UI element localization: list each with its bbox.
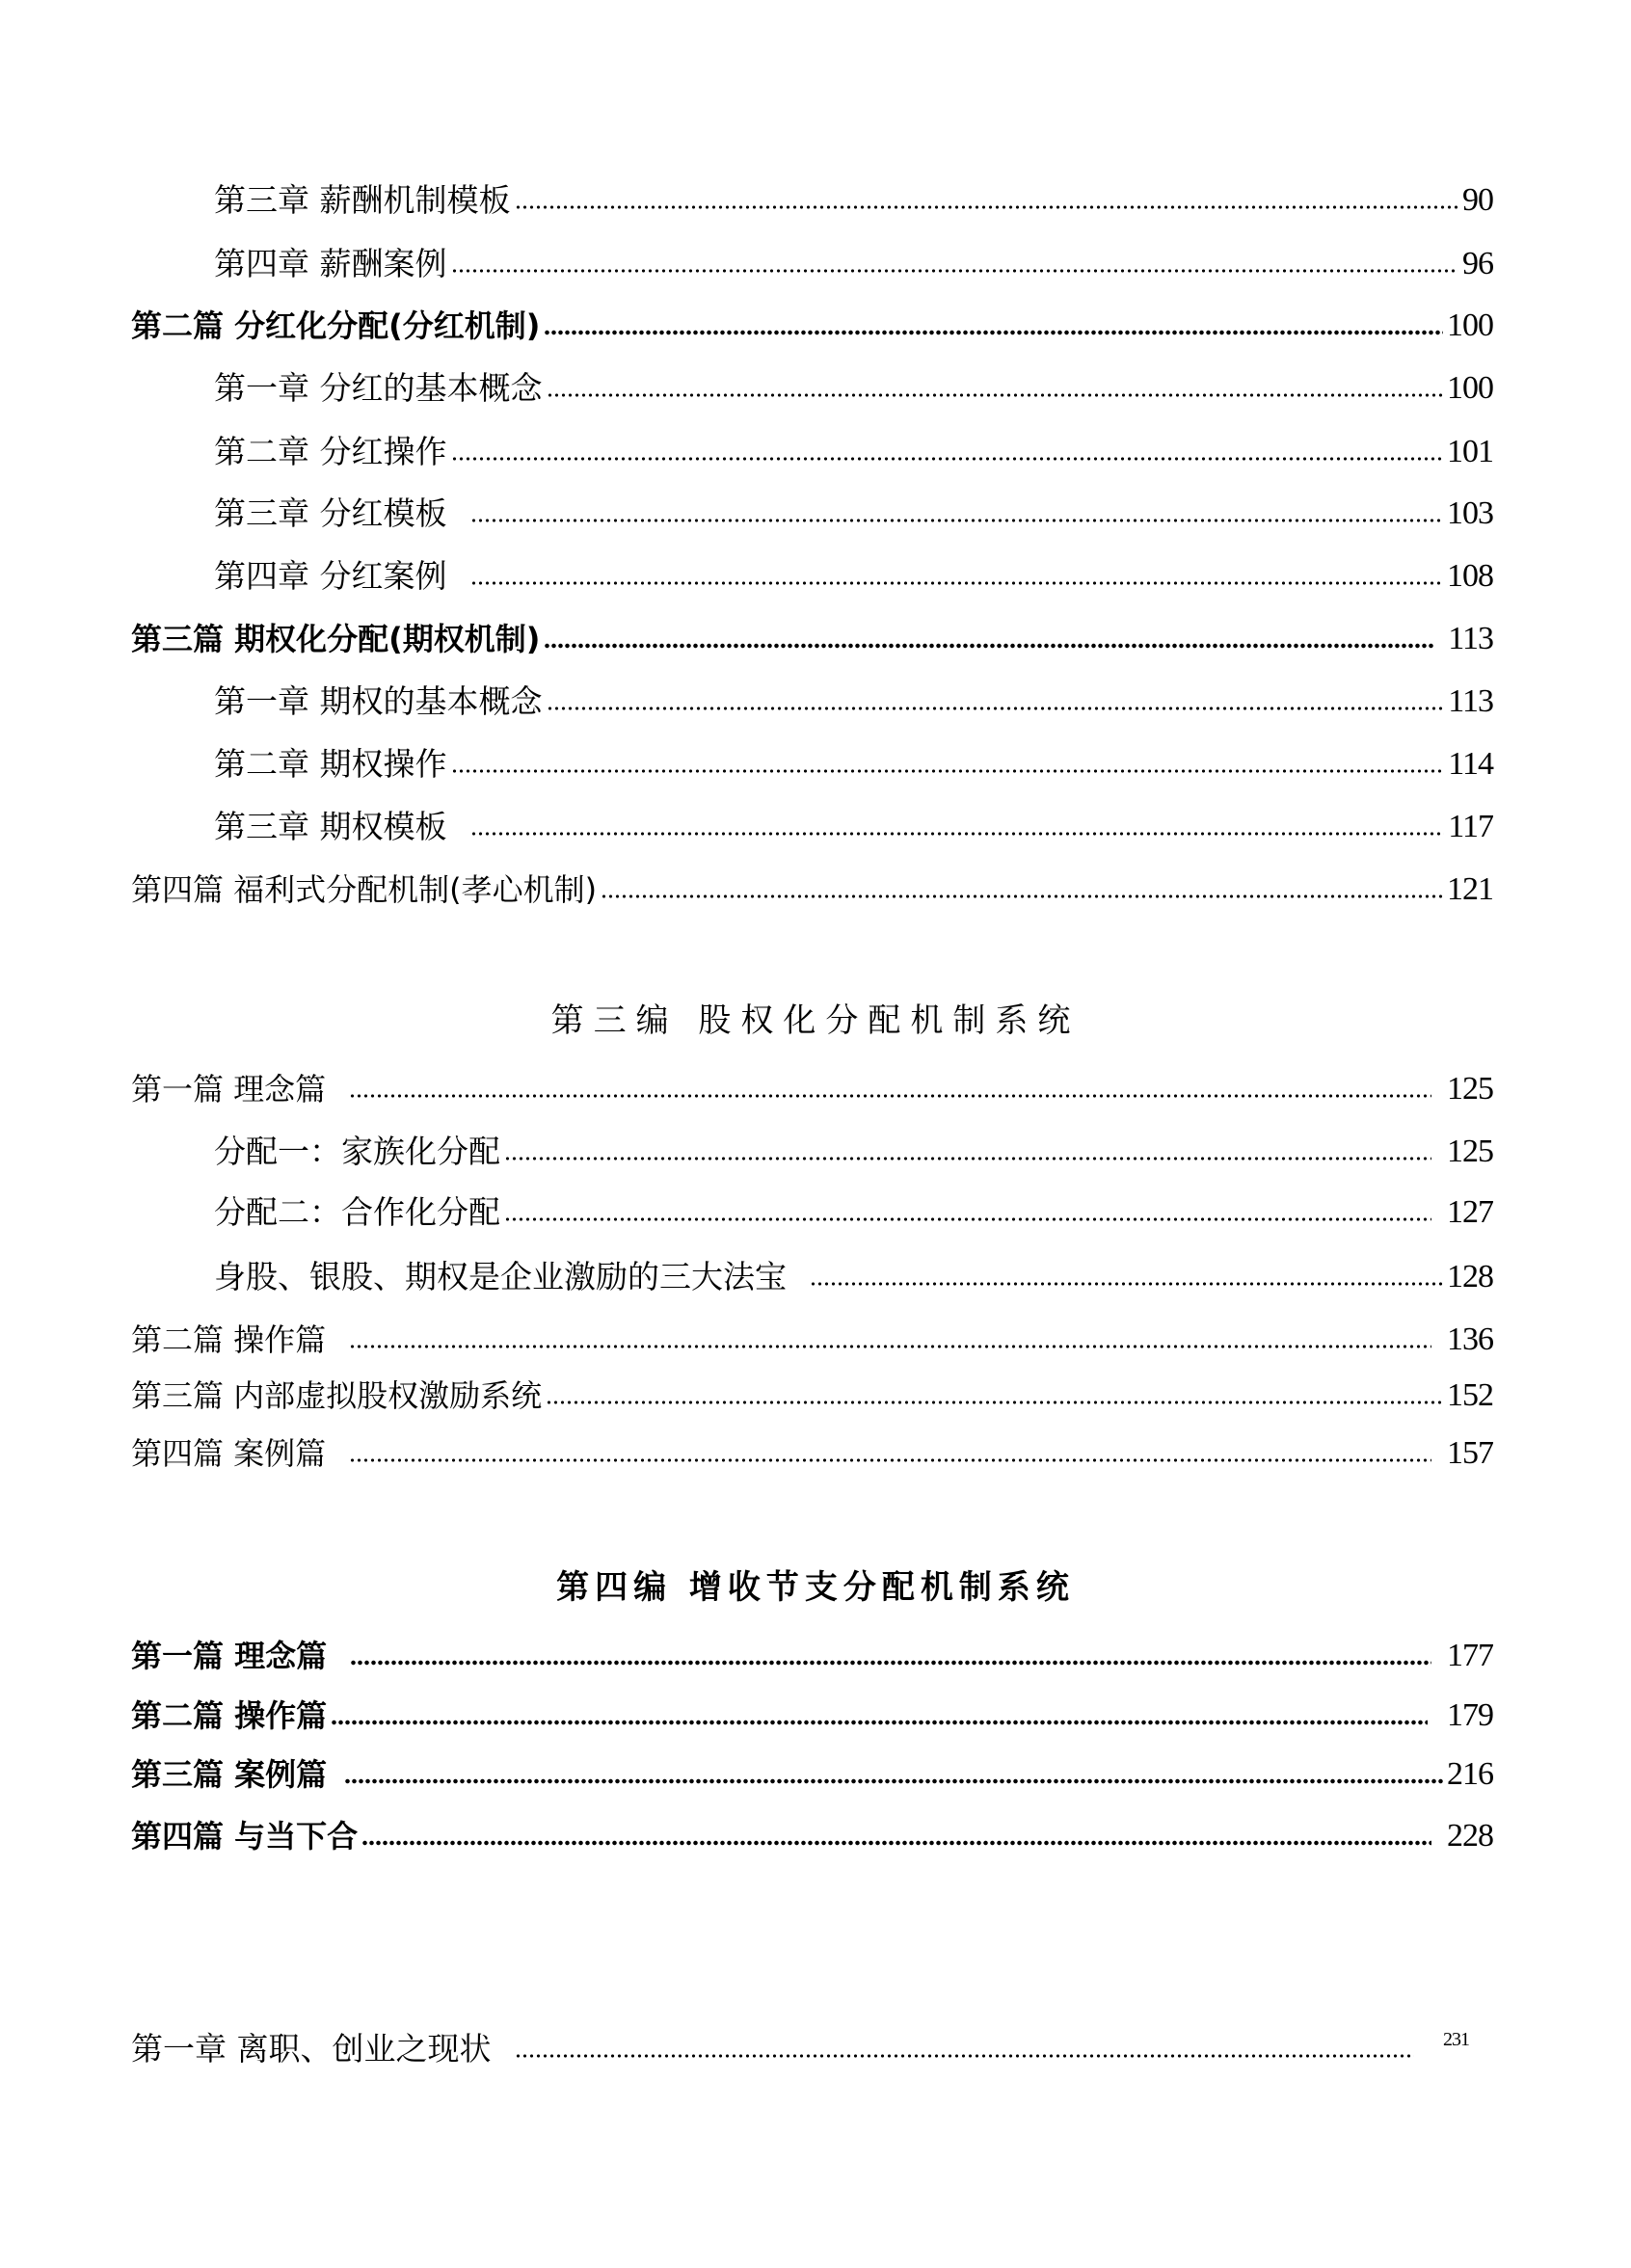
dot-leader — [601, 892, 1443, 901]
toc-entry — [0, 675, 1631, 723]
toc-entry-page: 113 — [1448, 683, 1493, 719]
toc-entry-label: 第一章 离职、创业之现状 — [131, 2030, 492, 2068]
toc-entry-label: 第二章 期权操作 — [214, 745, 447, 783]
toc-section-entry — [0, 1062, 1631, 1110]
toc-section-entry — [0, 1748, 1631, 1796]
dot-leader — [349, 1342, 1431, 1351]
dot-leader — [515, 2051, 1415, 2061]
toc-entry-page: 114 — [1448, 746, 1493, 782]
dot-leader — [515, 202, 1459, 212]
toc-section-entry — [0, 1427, 1631, 1475]
toc-entry — [0, 1125, 1631, 1173]
toc-entry — [0, 1186, 1631, 1234]
toc-entry-page: 108 — [1447, 558, 1493, 594]
toc-entry-page: 157 — [1447, 1435, 1493, 1471]
toc-entry-label: 第二篇 分红化分配(分红机制) — [131, 307, 541, 344]
toc-entry-label: 第三章 期权模板 — [214, 808, 447, 845]
toc-entry — [0, 487, 1631, 535]
toc-entry-label: 第二篇 操作篇 — [131, 1697, 328, 1734]
toc-entry-page: 103 — [1447, 495, 1493, 531]
dot-leader — [547, 390, 1444, 400]
dot-leader — [546, 1398, 1443, 1407]
toc-section-entry — [0, 612, 1631, 660]
dot-leader — [331, 1718, 1428, 1727]
dot-leader — [504, 1154, 1431, 1163]
toc-entry-label: 第二篇 操作篇 — [131, 1321, 327, 1358]
dot-leader — [451, 766, 1445, 776]
toc-entry-page: 177 — [1447, 1638, 1493, 1673]
toc-entry — [0, 800, 1631, 848]
toc-entry-label: 第三篇 案例篇 — [131, 1756, 328, 1793]
dot-leader — [350, 1658, 1431, 1668]
toc-entry-page: 121 — [1447, 871, 1493, 907]
toc-section-entry — [0, 1313, 1631, 1361]
toc-entry-label: 第二章 分红操作 — [214, 433, 447, 470]
dot-leader — [344, 1776, 1443, 1786]
toc-entry-page: 101 — [1447, 434, 1493, 469]
toc-entry — [0, 1250, 1631, 1298]
toc-entry-page: 100 — [1447, 307, 1493, 343]
toc-section-entry — [0, 299, 1631, 347]
toc-section-entry — [0, 1369, 1631, 1417]
toc-entry-page: 216 — [1447, 1756, 1493, 1792]
toc-entry-page: 125 — [1447, 1071, 1493, 1107]
toc-entry-label: 第四章 分红案例 — [214, 557, 447, 595]
toc-entry-label: 第四篇 与当下合 — [131, 1818, 359, 1854]
toc-entry — [0, 425, 1631, 473]
toc-entry-label: 身股、银股、期权是企业激励的三大法宝 — [214, 1258, 787, 1295]
dot-leader — [349, 1091, 1431, 1101]
toc-entry-label: 第三章 分红模板 — [214, 494, 447, 532]
dot-leader — [470, 516, 1444, 525]
toc-entry-label: 第四篇 福利式分配机制(孝心机制) — [131, 871, 598, 908]
toc-section-entry — [0, 863, 1631, 911]
toc-entry-label: 第三篇 期权化分配(期权机制) — [131, 621, 541, 657]
toc-section-entry — [0, 1689, 1631, 1737]
toc-entry-page: 127 — [1447, 1194, 1493, 1230]
toc-entry — [0, 737, 1631, 786]
dot-leader — [504, 1214, 1431, 1224]
toc-entry-label: 第一章 分红的基本概念 — [214, 369, 543, 407]
toc-entry-label: 第四章 薪酬案例 — [214, 245, 447, 282]
toc-entry — [0, 2022, 1631, 2070]
toc-entry-label: 第三章 薪酬机制模板 — [214, 181, 511, 219]
toc-entry-label: 第一篇 理念篇 — [131, 1071, 327, 1107]
toc-entry-page: 113 — [1448, 621, 1493, 656]
dot-leader — [810, 1279, 1443, 1289]
toc-entry-page: 125 — [1447, 1134, 1493, 1169]
toc-entry — [0, 237, 1631, 285]
dot-leader — [470, 829, 1445, 839]
toc-entry-label: 分配二：合作化分配 — [214, 1193, 500, 1231]
toc-entry-page: 90 — [1462, 182, 1493, 218]
dot-leader — [544, 328, 1443, 337]
dot-leader — [361, 1838, 1431, 1848]
toc-entry-page: 100 — [1447, 370, 1493, 406]
dot-leader — [349, 1455, 1431, 1465]
toc-entry-page: 152 — [1447, 1377, 1493, 1413]
toc-entry — [0, 173, 1631, 222]
toc-section-entry — [0, 1629, 1631, 1677]
toc-entry — [0, 361, 1631, 410]
toc-entry-label: 第四篇 案例篇 — [131, 1435, 327, 1472]
toc-entry-page: 228 — [1447, 1818, 1493, 1854]
dot-leader — [547, 704, 1445, 713]
toc-entry-page: 96 — [1462, 246, 1493, 281]
dot-leader — [451, 266, 1459, 276]
part-heading: 第三编 股权化分配机制系统 — [550, 1001, 1081, 1040]
toc-section-entry — [0, 1809, 1631, 1857]
toc-entry-page: 128 — [1447, 1259, 1493, 1294]
dot-leader — [544, 641, 1434, 651]
toc-entry-label: 第三篇 内部虚拟股权激励系统 — [131, 1377, 543, 1414]
toc-entry-label: 分配一：家族化分配 — [214, 1133, 500, 1170]
toc-entry-label: 第一章 期权的基本概念 — [214, 682, 543, 720]
part-heading: 第四编 增收节支分配机制系统 — [556, 1568, 1075, 1607]
dot-leader — [451, 454, 1444, 464]
toc-entry-page: 179 — [1447, 1697, 1493, 1733]
toc-entry-label: 第一篇 理念篇 — [131, 1638, 328, 1674]
toc-entry-page: 117 — [1448, 809, 1493, 844]
toc-entry — [0, 549, 1631, 598]
toc-entry-page: 231 — [1443, 2029, 1469, 2050]
dot-leader — [470, 578, 1444, 588]
toc-entry-page: 136 — [1447, 1321, 1493, 1357]
